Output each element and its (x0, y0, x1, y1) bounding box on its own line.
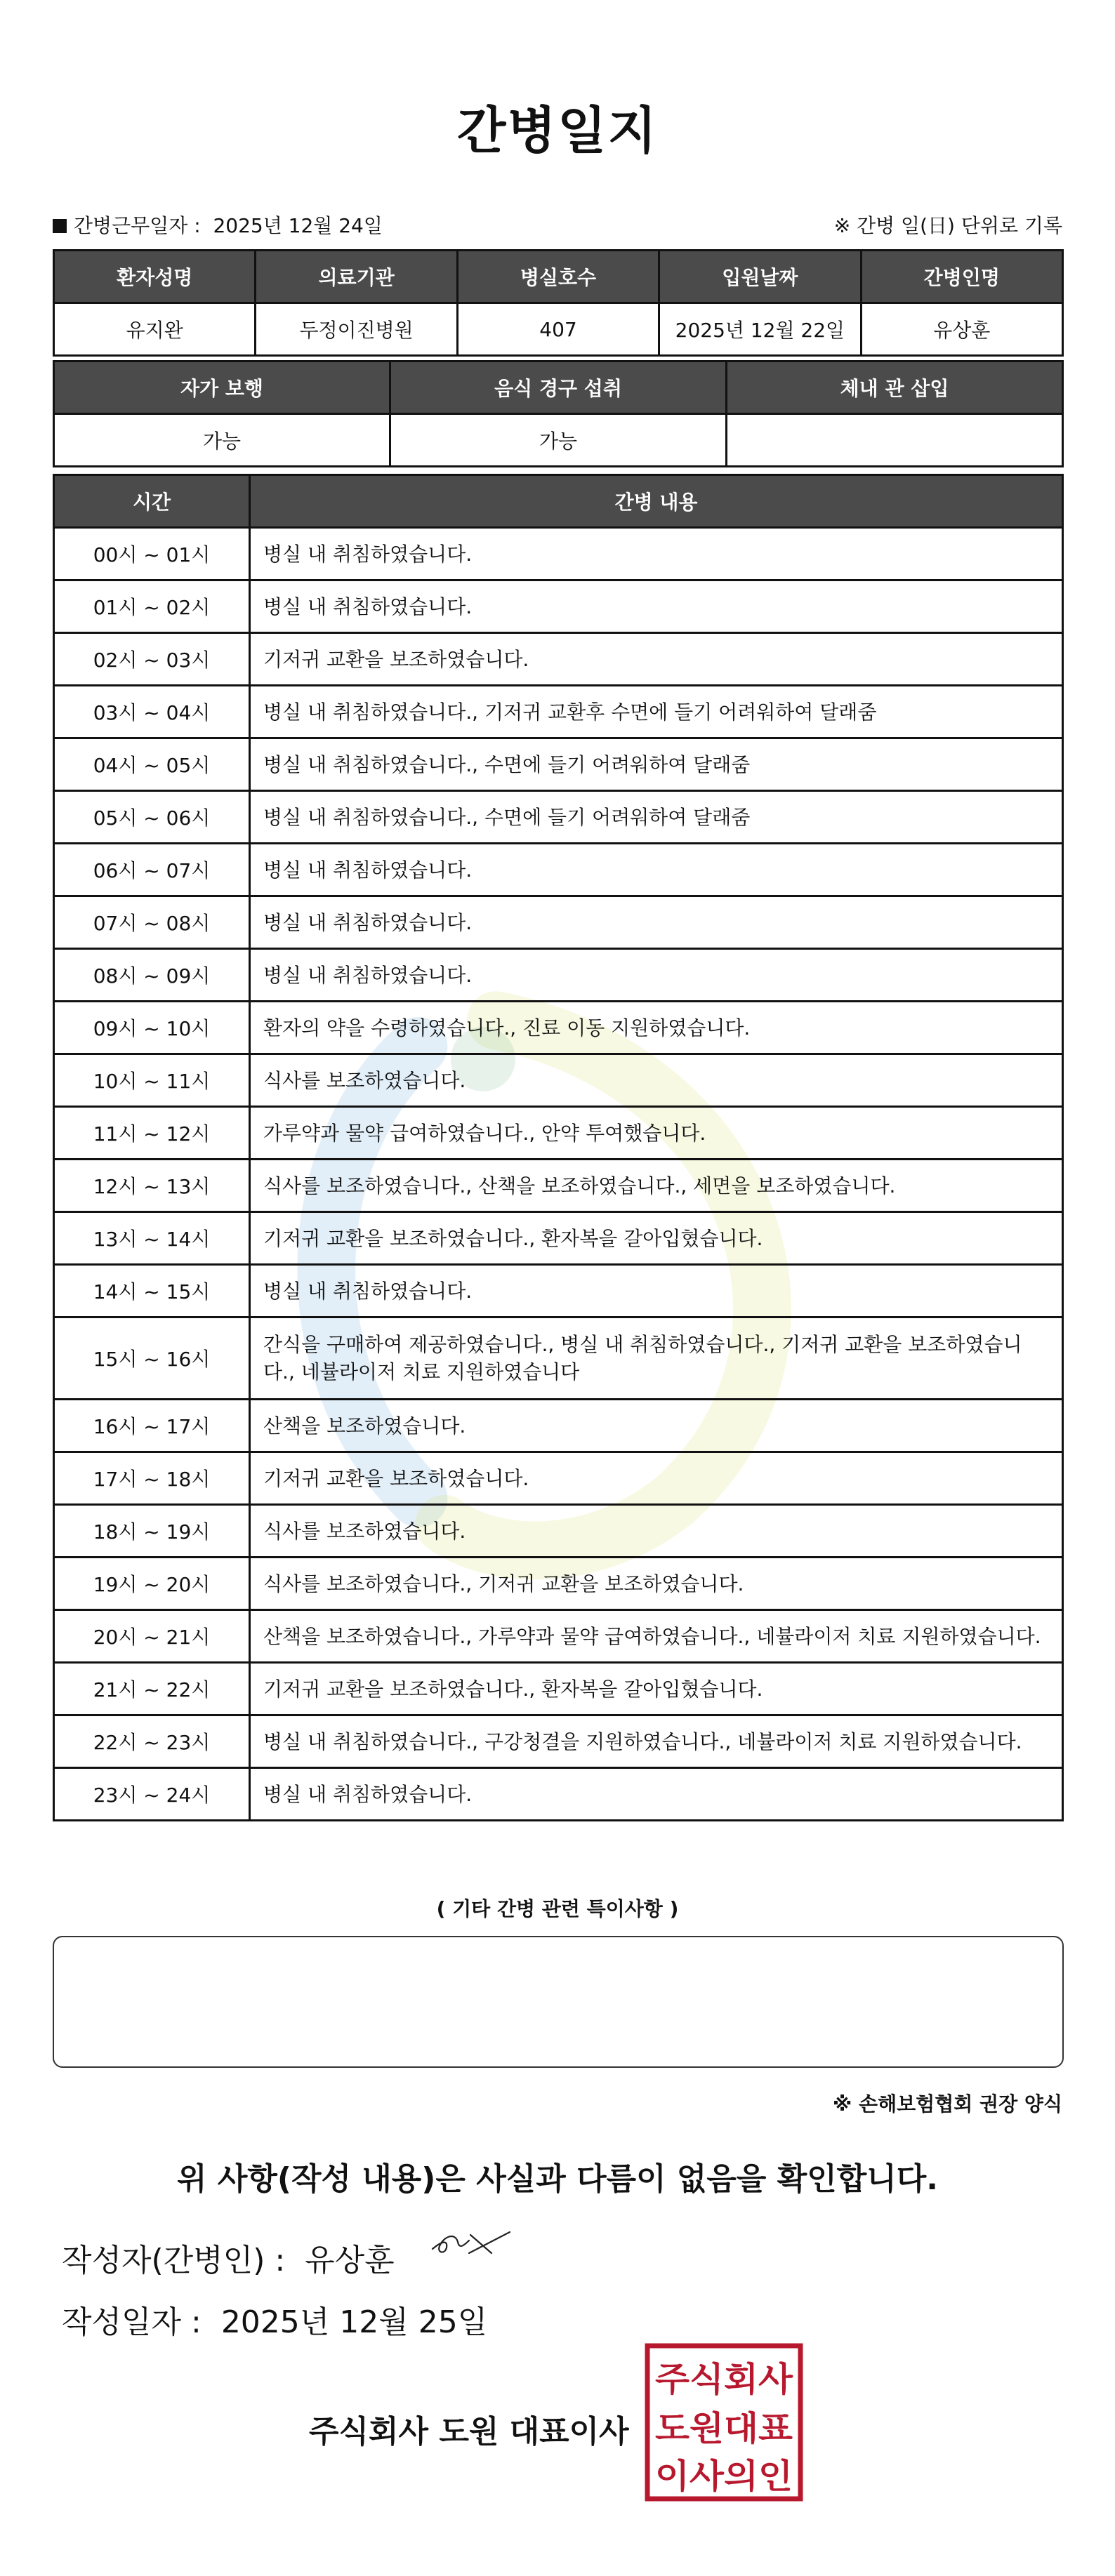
log-time: 18시 ~ 19시 (54, 1505, 250, 1558)
log-time: 12시 ~ 13시 (54, 1160, 250, 1212)
log-content: 병실 내 취침하였습니다. (250, 528, 1063, 580)
log-time: 20시 ~ 21시 (54, 1610, 250, 1663)
log-time: 01시 ~ 02시 (54, 580, 250, 633)
log-content: 기저귀 교환을 보조하였습니다., 환자복을 갈아입혔습니다. (250, 1212, 1063, 1265)
company-representative: 주식회사 도원 대표이사 (309, 2414, 629, 2450)
written-date-line (62, 2297, 487, 2342)
log-content: 산책을 보조하였습니다. (250, 1400, 1063, 1452)
log-time: 03시 ~ 04시 (54, 686, 250, 738)
log-row (54, 1107, 1063, 1160)
log-row (54, 1160, 1063, 1212)
log-time: 13시 ~ 14시 (54, 1212, 250, 1265)
log-time: 06시 ~ 07시 (54, 844, 250, 896)
log-row (54, 633, 1063, 686)
log-content: 기저귀 교환을 보조하였습니다. (250, 633, 1063, 686)
log-row (54, 1452, 1063, 1505)
header-patient-name: 환자성명 (54, 251, 256, 303)
log-time: 19시 ~ 20시 (54, 1558, 250, 1610)
log-time: 17시 ~ 18시 (54, 1452, 250, 1505)
log-row (54, 1715, 1063, 1768)
log-time: 09시 ~ 10시 (54, 1002, 250, 1054)
log-row (54, 686, 1063, 738)
log-content: 병실 내 취침하였습니다., 수면에 들기 어려워하여 달래줌 (250, 791, 1063, 844)
log-row (54, 844, 1063, 896)
log-time: 14시 ~ 15시 (54, 1265, 250, 1317)
log-time: 07시 ~ 08시 (54, 896, 250, 949)
log-time: 00시 ~ 01시 (54, 528, 250, 580)
confirm-statement: 위 사항(작성 내용)은 사실과 다름이 없음을 확인합니다. (177, 2161, 938, 2197)
work-date-label: 간병근무일자 : (74, 214, 201, 237)
work-date (53, 211, 383, 239)
log-row (54, 1610, 1063, 1663)
header-time: 시간 (54, 475, 250, 528)
log-row (54, 528, 1063, 580)
log-content: 병실 내 취침하였습니다. (250, 896, 1063, 949)
header-oral-intake: 음식 경구 섭취 (390, 361, 727, 414)
log-content: 병실 내 취침하였습니다., 구강청결을 지원하였습니다., 네뷸라이저 치료 지원하였습니다. (250, 1715, 1063, 1768)
log-content: 가루약과 물약 급여하였습니다., 안약 투여했습니다. (250, 1107, 1063, 1160)
written-date-label: 작성일자 : (62, 2304, 202, 2340)
room-number: 407 (457, 303, 659, 356)
status-header-row (54, 361, 1063, 414)
writer-label: 작성자(간병인) : (62, 2243, 286, 2278)
log-row (54, 1505, 1063, 1558)
log-header-row (54, 475, 1063, 528)
log-content: 병실 내 취침하였습니다. (250, 580, 1063, 633)
writer-line (62, 2235, 395, 2280)
log-content: 식사를 보조하였습니다., 기저귀 교환을 보조하였습니다. (250, 1558, 1063, 1610)
log-time: 04시 ~ 05시 (54, 738, 250, 791)
log-row (54, 1265, 1063, 1317)
log-row (54, 1317, 1063, 1400)
patient-name: 유지완 (54, 303, 256, 356)
svg-text:이사의인: 이사의인 (655, 2457, 793, 2496)
log-time: 15시 ~ 16시 (54, 1317, 250, 1400)
log-row (54, 949, 1063, 1002)
log-row (54, 1663, 1063, 1715)
log-time: 22시 ~ 23시 (54, 1715, 250, 1768)
header-admission-date: 입원날짜 (659, 251, 861, 303)
header-care-content: 간병 내용 (250, 475, 1063, 528)
caregiver-name: 유상훈 (861, 303, 1062, 356)
patient-value-row (54, 303, 1063, 356)
log-row (54, 1054, 1063, 1107)
log-time: 02시 ~ 03시 (54, 633, 250, 686)
log-content: 식사를 보조하였습니다. (250, 1505, 1063, 1558)
status-value-row (54, 414, 1063, 467)
log-content: 식사를 보조하였습니다. (250, 1054, 1063, 1107)
log-time: 23시 ~ 24시 (54, 1768, 250, 1821)
log-row (54, 1212, 1063, 1265)
log-row (54, 896, 1063, 949)
header-self-walking: 자가 보행 (54, 361, 390, 414)
log-row (54, 1400, 1063, 1452)
log-content: 병실 내 취침하였습니다. (250, 844, 1063, 896)
log-row (54, 1768, 1063, 1821)
page-title: 간병일지 (456, 101, 659, 160)
self-walking-value: 가능 (54, 414, 390, 467)
svg-text:주식회사: 주식회사 (655, 2360, 793, 2399)
square-bullet-icon (53, 219, 67, 233)
log-content: 환자의 약을 수령하였습니다., 진료 이동 지원하였습니다. (250, 1002, 1063, 1054)
signature-scribble (427, 2218, 518, 2267)
log-content: 식사를 보조하였습니다., 산책을 보조하였습니다., 세면을 보조하였습니다. (250, 1160, 1063, 1212)
log-row (54, 791, 1063, 844)
header-room: 병실호수 (457, 251, 659, 303)
log-content: 병실 내 취침하였습니다., 수면에 들기 어려워하여 달래줌 (250, 738, 1063, 791)
recommend-note: ※ 손해보험협회 권장 양식 (833, 2092, 1062, 2116)
log-time: 16시 ~ 17시 (54, 1400, 250, 1452)
patient-header-row (54, 251, 1063, 303)
notes-label: ( 기타 간병 관련 특이사항 ) (436, 1897, 679, 1920)
log-time: 08시 ~ 09시 (54, 949, 250, 1002)
log-time: 11시 ~ 12시 (54, 1107, 250, 1160)
header-tube-insertion: 체내 관 삽입 (727, 361, 1063, 414)
patient-status-table (53, 360, 1064, 467)
header-hospital: 의료기관 (256, 251, 457, 303)
hospital-name: 두정이진병원 (256, 303, 457, 356)
log-content: 병실 내 취침하였습니다., 기저귀 교환후 수면에 들기 어려워하여 달래줌 (250, 686, 1063, 738)
company-seal (645, 2343, 803, 2502)
patient-info-table (53, 249, 1064, 357)
log-content: 기저귀 교환을 보조하였습니다. (250, 1452, 1063, 1505)
log-row (54, 1002, 1063, 1054)
written-date-value: 2025년 12월 25일 (220, 2304, 488, 2340)
svg-text:도원대표: 도원대표 (655, 2409, 793, 2448)
tube-insertion-value (727, 414, 1063, 467)
log-content: 간식을 구매하여 제공하였습니다., 병실 내 취침하였습니다., 기저귀 교환을 보조하였습니다., 네뷸라이저 치료 지원하였습니다 (250, 1317, 1063, 1400)
admission-date: 2025년 12월 22일 (659, 303, 861, 356)
log-content: 병실 내 취침하였습니다. (250, 1265, 1063, 1317)
log-time: 05시 ~ 06시 (54, 791, 250, 844)
log-content: 병실 내 취침하였습니다. (250, 949, 1063, 1002)
writer-name: 유상훈 (305, 2243, 395, 2278)
care-log-table (53, 474, 1064, 1821)
header-caregiver-name: 간병인명 (861, 251, 1062, 303)
log-row (54, 1558, 1063, 1610)
log-time: 10시 ~ 11시 (54, 1054, 250, 1107)
log-row (54, 738, 1063, 791)
work-date-value: 2025년 12월 24일 (213, 214, 383, 237)
log-time: 21시 ~ 22시 (54, 1663, 250, 1715)
unit-note: ※ 간병 일(日) 단위로 기록 (833, 214, 1062, 237)
log-row (54, 580, 1063, 633)
special-notes-box (53, 1936, 1064, 2068)
log-body (54, 528, 1063, 1821)
log-content: 기저귀 교환을 보조하였습니다., 환자복을 갈아입혔습니다. (250, 1663, 1063, 1715)
log-content: 병실 내 취침하였습니다. (250, 1768, 1063, 1821)
log-content: 산책을 보조하였습니다., 가루약과 물약 급여하였습니다., 네뷸라이저 치료 지원하였습니다. (250, 1610, 1063, 1663)
oral-intake-value: 가능 (390, 414, 727, 467)
